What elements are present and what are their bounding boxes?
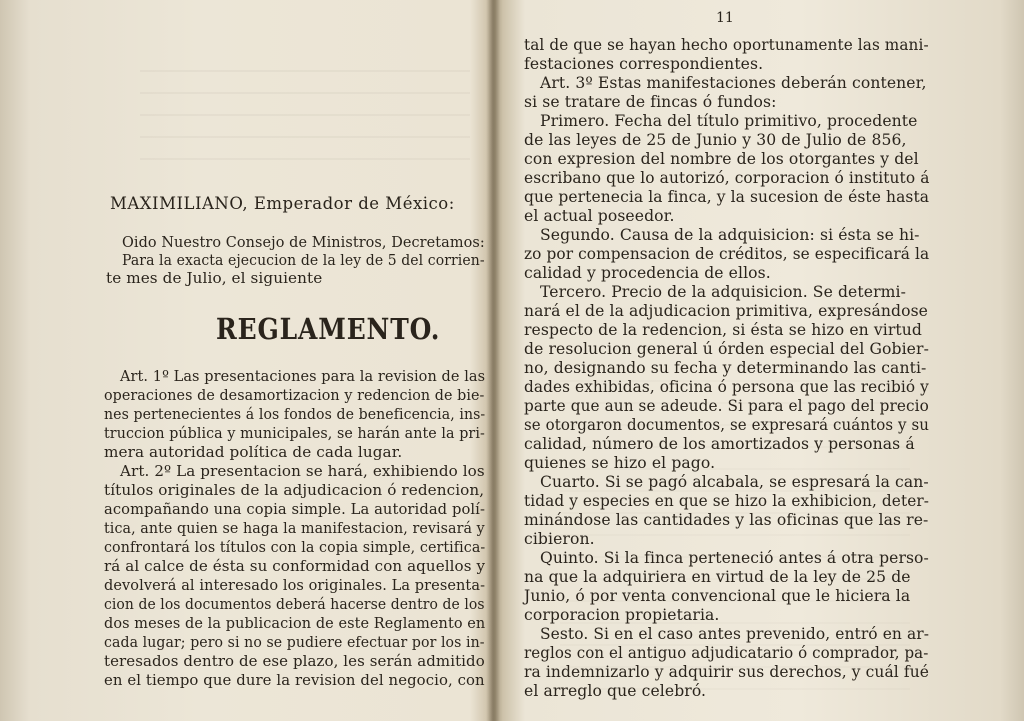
body-line: no, designando su fecha y determinando las canti- bbox=[524, 359, 927, 377]
body-line: nará el de la adjudicacion primitiva, expresándose bbox=[524, 302, 928, 320]
body-line: minándose las cantidades y las oficinas que las re- bbox=[524, 511, 929, 529]
body-line: Junio, ó por venta convencional que le hiciera la bbox=[524, 587, 911, 605]
body-line: parte que aun se adeude. Si para el pago del precio bbox=[524, 397, 929, 415]
decree-header: MAXIMILIANO, Emperador de México: bbox=[110, 194, 455, 213]
body-line: na que la adquiriera en virtud de la ley de 25 de bbox=[524, 568, 911, 586]
body-line: tidad y especies en que se hizo la exhibicion, deter- bbox=[524, 492, 930, 510]
body-line: el actual poseedor. bbox=[524, 207, 675, 225]
body-line: tica, ante quien se haga la manifestacion, revisará y bbox=[104, 519, 485, 537]
body-line: Cuarto. Si se pagó alcabala, se espresará la can- bbox=[540, 473, 929, 491]
body-line: calidad, número de los amortizados y personas á bbox=[524, 435, 915, 453]
page-number: 11 bbox=[716, 10, 734, 26]
right-page bbox=[524, 0, 929, 721]
body-line: zo por compensacion de créditos, se especificará la bbox=[524, 245, 930, 263]
body-line: ra indemnizarlo y adquirir sus derechos, y cuál fué bbox=[524, 663, 930, 681]
body-line: nes pertenecientes á los fondos de beneficencia, ins- bbox=[104, 405, 486, 423]
body-line: Tercero. Precio de la adquisicion. Se determi- bbox=[540, 283, 906, 301]
body-line: dades exhibidas, oficina ó persona que las recibió y bbox=[524, 378, 929, 396]
body-line: se otorgaron documentos, se expresará cuántos y su bbox=[524, 416, 930, 434]
body-line: si se tratare de fincas ó fundos: bbox=[524, 93, 777, 111]
book-gutter bbox=[486, 0, 500, 721]
body-line: reglos con el antiguo adjudicatario ó comprador, pa- bbox=[524, 644, 929, 662]
body-line: títulos originales de la adjudicacion ó redencion, bbox=[104, 481, 485, 499]
body-line: calidad y procedencia de ellos. bbox=[524, 264, 771, 282]
body-line: rá al calce de ésta su conformidad con aquellos y bbox=[104, 557, 486, 575]
body-line: Quinto. Si la finca perteneció antes á otra perso- bbox=[540, 549, 929, 567]
body-line: Segundo. Causa de la adquisicion: si ésta se hi- bbox=[540, 226, 920, 244]
body-line: operaciones de desamortizacion y redencion de bie- bbox=[104, 386, 485, 404]
body-line: respecto de la redencion, si ésta se hizo en virtud bbox=[524, 321, 922, 339]
body-line: cibieron. bbox=[524, 530, 595, 548]
preamble-line: Para la exacta ejecucion de la ley de 5 del corrien- bbox=[122, 251, 485, 269]
body-line: que pertenecia la finca, y la sucesion de éste hasta bbox=[524, 188, 930, 206]
preamble-line: Oido Nuestro Consejo de Ministros, Decretamos: bbox=[122, 233, 485, 251]
body-line: Art. 1º Las presentaciones para la revision de las bbox=[120, 367, 486, 385]
body-line: tal de que se hayan hecho oportunamente las mani- bbox=[524, 36, 929, 54]
body-line: festaciones correspondientes. bbox=[524, 55, 764, 73]
body-line: corporacion propietaria. bbox=[524, 606, 720, 624]
body-line: devolverá al interesado los originales. La presenta- bbox=[104, 576, 486, 594]
body-line: teresados dentro de ese plazo, les serán admitido bbox=[104, 652, 485, 670]
body-line: con expresion del nombre de los otorgantes y del bbox=[524, 150, 919, 168]
body-line: Art. 2º La presentacion se hará, exhibiendo los bbox=[120, 462, 485, 480]
body-line: Sesto. Si en el caso antes prevenido, entró en ar- bbox=[540, 625, 930, 643]
body-line: cion de los documentos deberá hacerse dentro de los bbox=[104, 595, 485, 613]
body-line: el arreglo que celebró. bbox=[524, 682, 707, 700]
body-line: truccion pública y municipales, se harán ante la pri- bbox=[104, 424, 485, 442]
left-page bbox=[100, 0, 485, 721]
body-line: en el tiempo que dure la revision del negocio, con bbox=[104, 671, 485, 689]
body-line: cada lugar; pero si no se pudiere efectuar por los in- bbox=[104, 633, 485, 651]
body-line: Primero. Fecha del título primitivo, procedente bbox=[540, 112, 918, 130]
body-line: dos meses de la publicacion de este Reglamento en bbox=[104, 614, 486, 632]
body-line: de las leyes de 25 de Junio y 30 de Julio de 856, bbox=[524, 131, 907, 149]
preamble-line: te mes de Julio, el siguiente bbox=[106, 269, 323, 287]
body-line: mera autoridad política de cada lugar. bbox=[104, 443, 403, 461]
body-line: confrontará los títulos con la copia simple, certifica- bbox=[104, 538, 486, 556]
body-line: Art. 3º Estas manifestaciones deberán contener, bbox=[540, 74, 927, 92]
page-title: REGLAMENTO. bbox=[216, 312, 441, 346]
body-line: de resolucion general ú órden especial del Gobier- bbox=[524, 340, 929, 358]
body-line: acompañando una copia simple. La autoridad polí- bbox=[104, 500, 486, 518]
body-line: quienes se hizo el pago. bbox=[524, 454, 716, 472]
body-line: escribano que lo autorizó, corporacion ó instituto á bbox=[524, 169, 930, 187]
